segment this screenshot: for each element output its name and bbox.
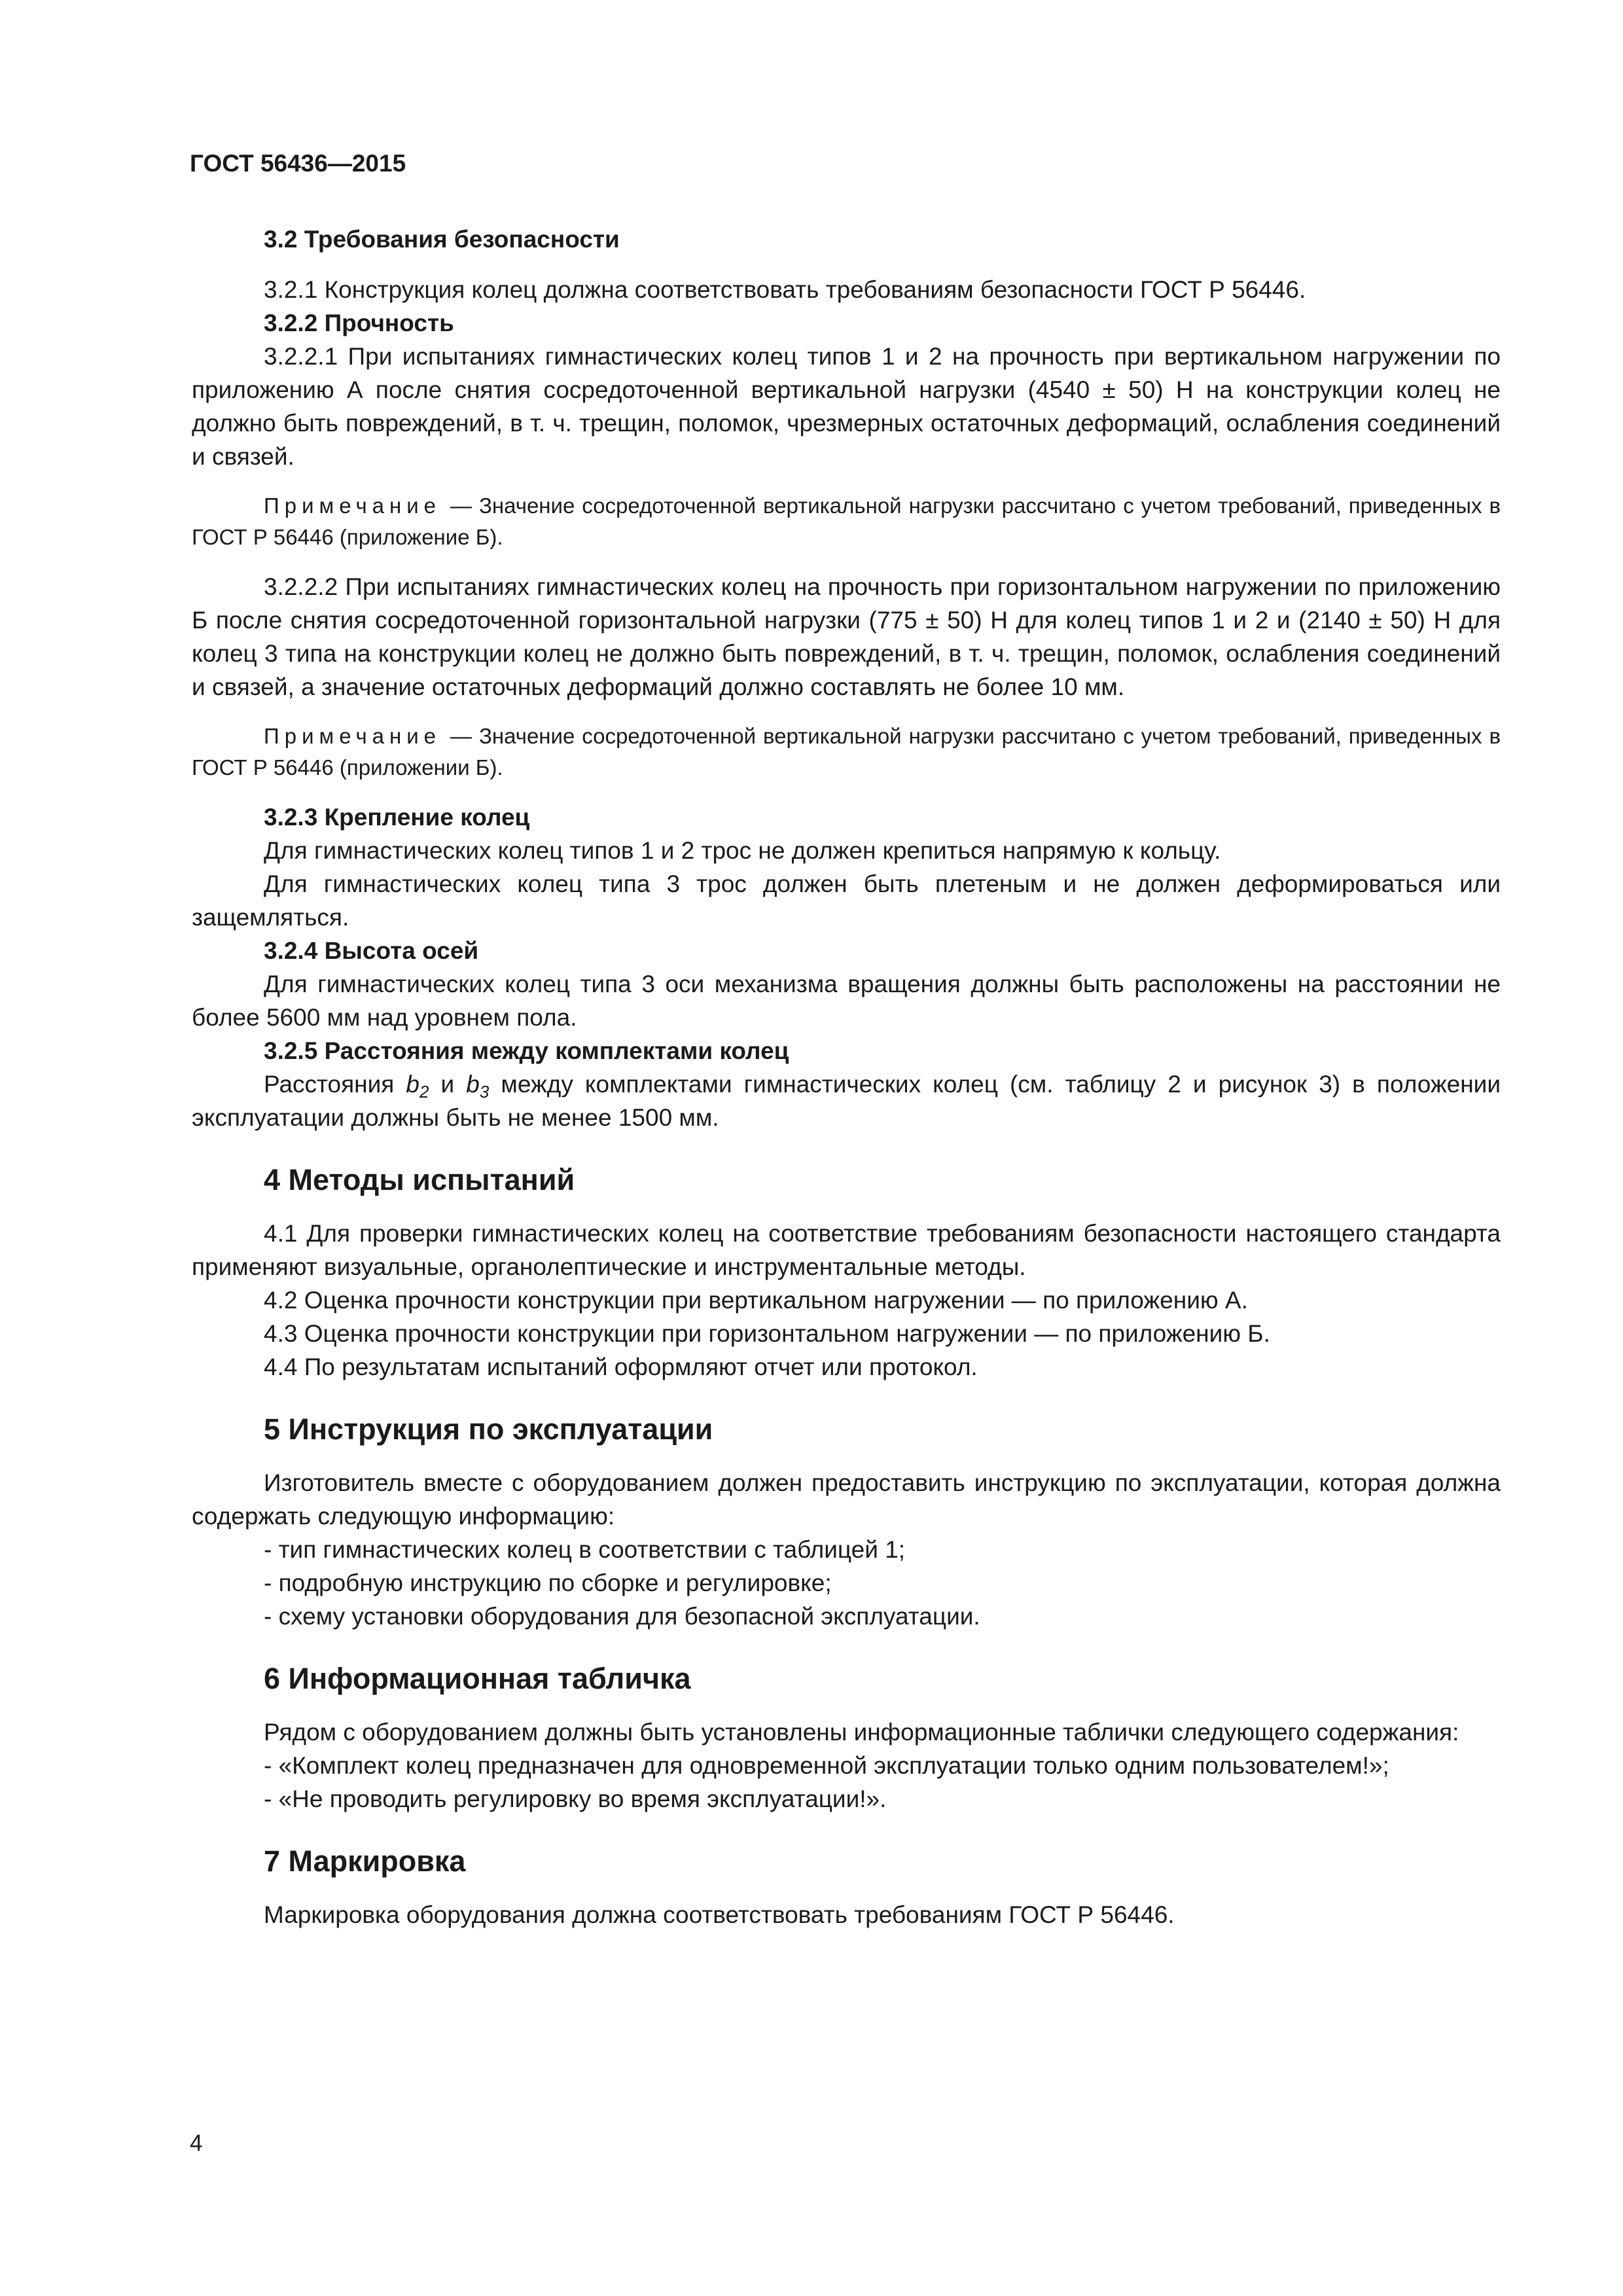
- page-number: 4: [190, 2130, 203, 2156]
- section-4-title: 4 Методы испытаний: [264, 1163, 575, 1196]
- paragraph-4-1: 4.1 Для проверки гимнастических колец на соответствие требованиям безопасности настоящего стандарта применяют визуальные, органолептические и инструментальные методы.: [192, 1220, 1501, 1280]
- section-3-2-2-title: 3.2.2 Прочность: [264, 310, 454, 336]
- list-item: - подробную инструкцию по сборке и регулировке;: [264, 1570, 832, 1596]
- paragraph-3-2-2-1: 3.2.2.1 При испытаниях гимнастических колец типов 1 и 2 на прочность при вертикальном нагружении по приложению А после снятия сосредоточенной вертикальной нагрузки (4540 ± 50) Н на конструкции колец не должно быть повреждений, в т. ч. трещин, поломок, чрезмерных остаточных деформаций, ослабления соединений и связей.: [192, 343, 1501, 470]
- note-2-label: Примечание: [264, 724, 442, 748]
- paragraph-3-2-4: Для гимнастических колец типа 3 оси механизма вращения должны быть расположены на расстоянии не более 5600 мм над уровнем пола.: [192, 971, 1501, 1031]
- note-1-label: Примечание: [264, 493, 442, 518]
- paragraph-4-4: 4.4 По результатам испытаний оформляют отчет или протокол.: [264, 1354, 978, 1380]
- paragraph-4-3: 4.3 Оценка прочности конструкции при горизонтальном нагружении — по приложению Б.: [264, 1320, 1270, 1347]
- paragraph-3-2-5: Расстояния $b_2$ и $b_3$ между комплектами гимнастических колец (см. таблицу 2 и рисунок 3) в положении эксплуатации должны быть не менее 1500 мм.: [192, 1071, 1501, 1131]
- section-5-title: 5 Инструкция по эксплуатации: [264, 1412, 713, 1446]
- section-3-2-title: 3.2 Требования безопасности: [264, 226, 620, 253]
- note-1: [192, 490, 1501, 553]
- list-item: - «Комплект колец предназначен для одновременной эксплуатации только одним пользователем!»;: [264, 1752, 1389, 1779]
- list-item: - схему установки оборудования для безопасной эксплуатации.: [264, 1603, 980, 1630]
- section-3-2-4-title: 3.2.4 Высота осей: [264, 937, 479, 964]
- note-2: [192, 721, 1501, 783]
- section-3-2-3-title: 3.2.3 Крепление колец: [264, 804, 530, 831]
- document-body: [192, 223, 1501, 1931]
- section-6-title: 6 Информационная табличка: [264, 1662, 691, 1695]
- section-7-title: 7 Маркировка: [264, 1844, 466, 1878]
- list-item: - тип гимнастических колец в соответствии с таблицей 1;: [264, 1536, 906, 1563]
- list-item: - «Не проводить регулировку во время эксплуатации!».: [264, 1785, 887, 1812]
- paragraph-5-1: Изготовитель вместе с оборудованием должен предоставить инструкцию по эксплуатации, которая должна содержать следующую информацию:: [192, 1469, 1501, 1530]
- note-2-text: — Значение сосредоточенной вертикальной нагрузки рассчитано с учетом требований, приведенных в ГОСТ Р 56446 (приложении Б).: [192, 724, 1501, 780]
- note-1-text: — Значение сосредоточенной вертикальной нагрузки рассчитано с учетом требований, приведенных в ГОСТ Р 56446 (приложение Б).: [192, 493, 1501, 549]
- document-code: ГОСТ 56436—2015: [190, 150, 406, 177]
- paragraph-3-2-3-a: Для гимнастических колец типов 1 и 2 трос не должен крепиться напрямую к кольцу.: [264, 837, 1221, 864]
- paragraph-3-2-2-2: 3.2.2.2 При испытаниях гимнастических колец на прочность при горизонтальном нагружении по приложению Б после снятия сосредоточенной горизонтальной нагрузки (775 ± 50) Н для колец типов 1 и 2 и (2140 ± 50) Н для колец 3 типа на конструкции колец не должно быть повреждений, в т. ч. трещин, поломок, ослабления соединений и связей, а значение остаточных деформаций должно составлять не более 10 мм.: [192, 573, 1501, 700]
- paragraph-4-2: 4.2 Оценка прочности конструкции при вертикальном нагружении — по приложению А.: [264, 1287, 1248, 1314]
- var-b2: $b_2$: [406, 1071, 429, 1102]
- paragraph-3-2-3-b: Для гимнастических колец типа 3 трос должен быть плетеным и не должен деформироваться или защемляться.: [192, 870, 1501, 931]
- paragraph-7-1: Маркировка оборудования должна соответствовать требованиям ГОСТ Р 56446.: [264, 1901, 1175, 1928]
- paragraph-3-2-1: 3.2.1 Конструкция колец должна соответствовать требованиям безопасности ГОСТ Р 56446.: [264, 276, 1306, 303]
- var-b3: $b_3$: [466, 1071, 490, 1102]
- section-3-2-5-title: 3.2.5 Расстояния между комплектами колец: [264, 1037, 789, 1064]
- paragraph-6-1: Рядом с оборудованием должны быть установлены информационные таблички следующего содержания:: [264, 1719, 1459, 1746]
